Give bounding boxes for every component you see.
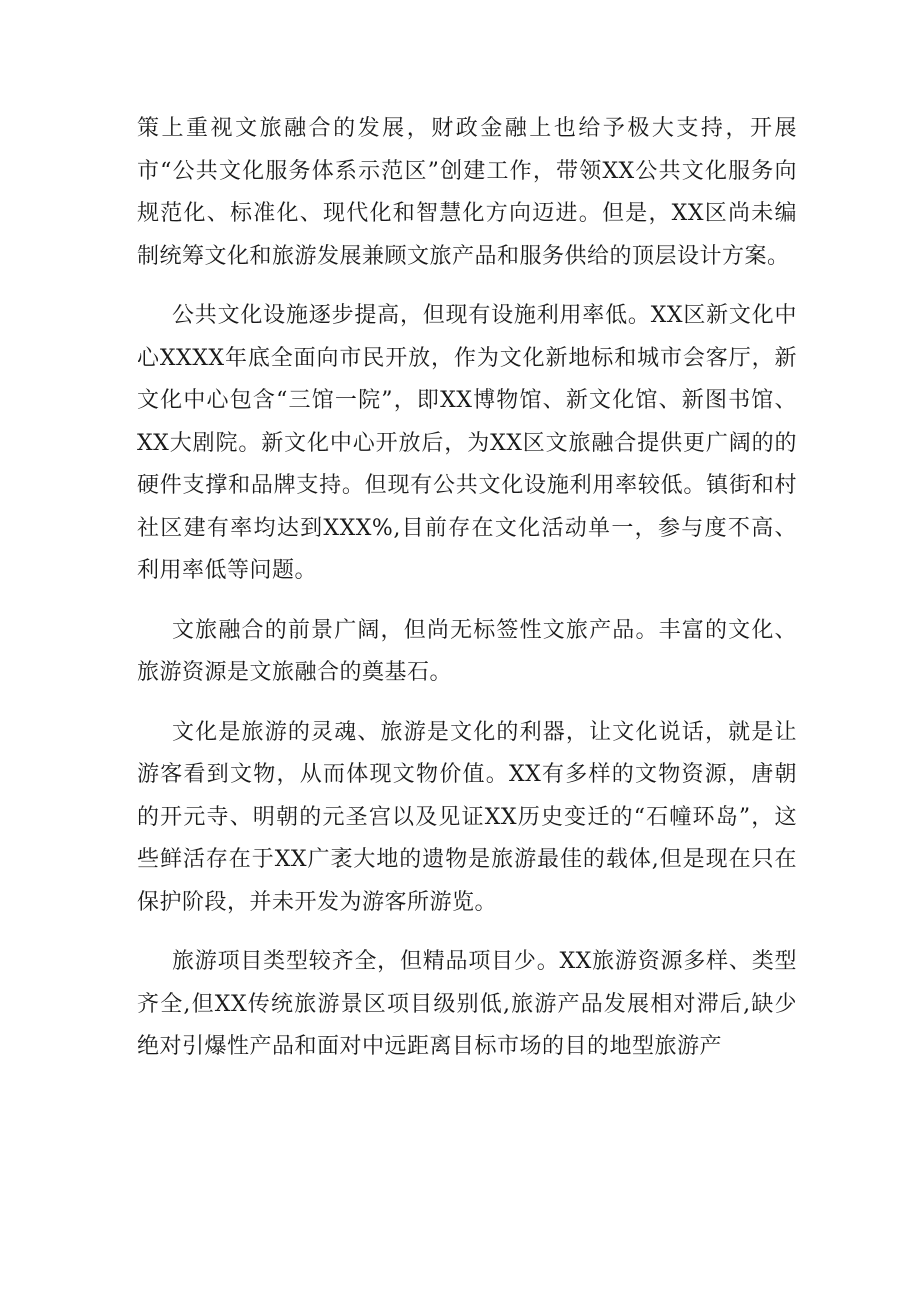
document-body — [137, 108, 797, 1086]
paragraph-3: 文旅融合的前景广阔，但尚无标签性文旅产品。丰富的文化、旅游资源是文旅融合的奠基石。 — [137, 617, 797, 685]
paragraph-5: 旅游项目类型较齐全，但精品项目少。XX旅游资源多样、类型齐全,但XX传统旅游景区项目级别低,旅游产品发展相对滞后,缺少绝对引爆性产品和面对中远距离目标市场的目的地型旅游产 — [137, 949, 797, 1059]
paragraph-4: 文化是旅游的灵魂、旅游是文化的利器，让文化说话，就是让游客看到文物，从而体现文物价值。XX有多样的文物资源，唐朝的开元寺、明朝的元圣宫以及见证XX历史变迁的“石幢环岛”，这些鲜活存在于XX广袤大地的遗物是旅游最佳的载体,但是现在只在保护阶段，并未开发为游客所游览。 — [137, 719, 797, 915]
paragraph-2: 公共文化设施逐步提高，但现有设施利用率低。XX区新文化中心XXXX年底全面向市民开放，作为文化新地标和城市会客厅，新文化中心包含“三馆一院”，即XX博物馆、新文化馆、新图书馆、XX大剧院。新文化中心开放后，为XX区文旅融合提供更广阔的的硬件支撑和品牌支持。但现有公共文化设施利用率较低。镇街和村社区建有率均达到XXX%,目前存在文化活动单一，参与度不高、利用率低等问题。 — [137, 303, 797, 583]
paragraph-1: 策上重视文旅融合的发展，财政金融上也给予极大支持，开展市“公共文化服务体系示范区”创建工作，带领XX公共文化服务向规范化、标准化、现代化和智慧化方向迈进。但是，XX区尚未编制统筹文化和旅游发展兼顾文旅产品和服务供给的顶层设计方案。 — [137, 116, 797, 269]
